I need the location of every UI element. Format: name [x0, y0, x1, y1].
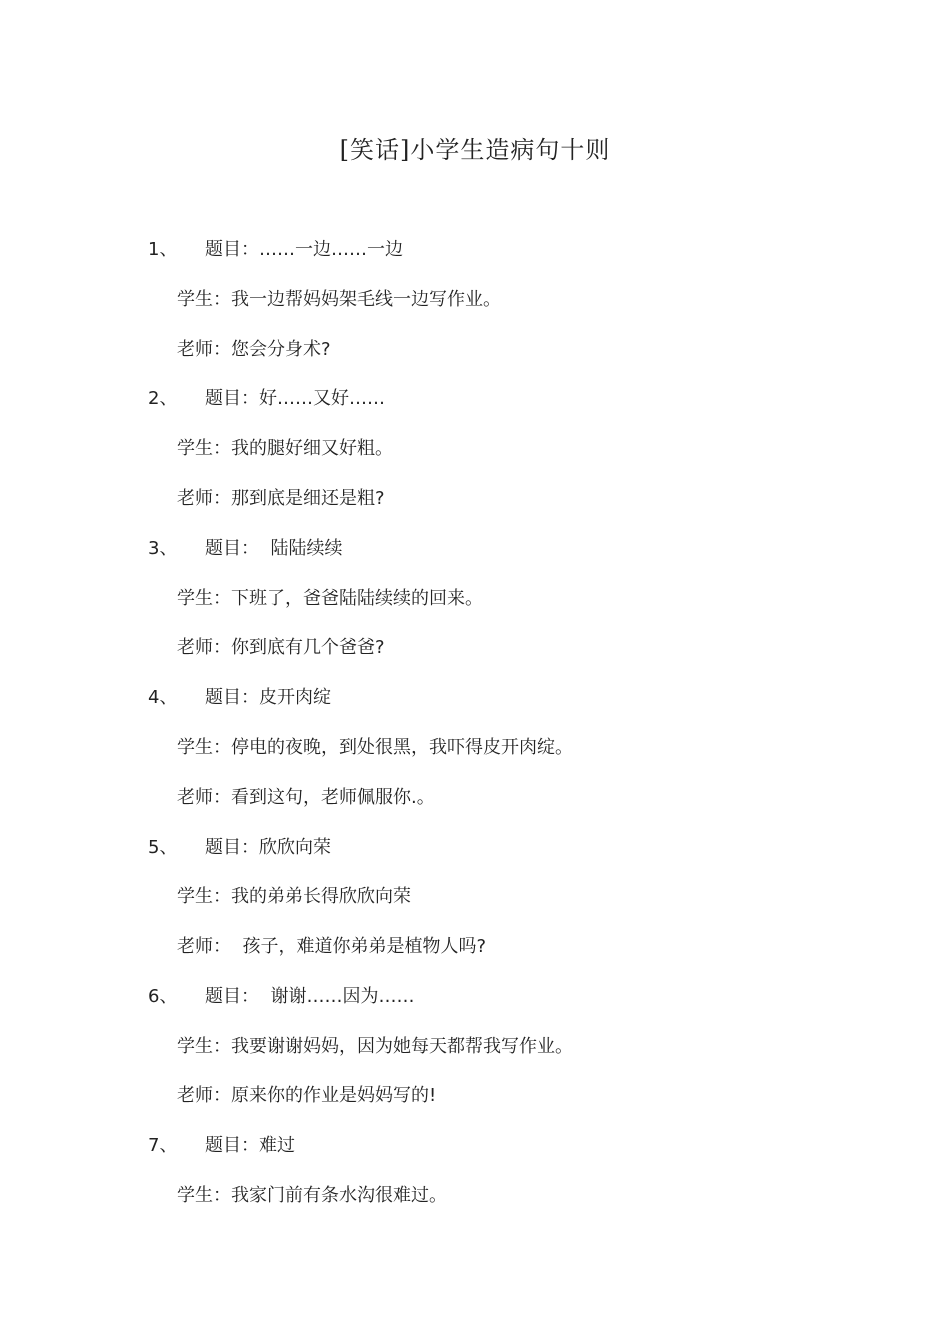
item-4-topic-line: [0, 685, 950, 711]
item-number: 4、: [148, 687, 178, 708]
item-5-teacher-line: 老师： 孩子，难道你弟弟是植物人吗?: [177, 936, 486, 957]
item-2-student-line: 学生：我的腿好细又好粗。: [177, 438, 393, 459]
item-topic: 题目： 谢谢……因为……: [205, 986, 415, 1007]
item-6-teacher-line: 老师：原来你的作业是妈妈写的!: [177, 1085, 437, 1106]
item-6-student-line: 学生：我要谢谢妈妈，因为她每天都帮我写作业。: [177, 1036, 573, 1057]
item-1-teacher-line: 老师：您会分身术?: [177, 339, 331, 360]
item-number: 6、: [148, 986, 178, 1007]
item-1-student-line: 学生：我一边帮妈妈架毛线一边写作业。: [177, 289, 501, 310]
item-6-topic-line: [0, 984, 950, 1010]
item-number: 2、: [148, 388, 178, 409]
item-number: 3、: [148, 538, 178, 559]
item-7-topic-line: [0, 1133, 950, 1159]
item-7-student-line: 学生：我家门前有条水沟很难过。: [177, 1185, 447, 1206]
item-topic: 题目：欣欣向荣: [205, 837, 331, 858]
item-4-student-line: 学生：停电的夜晚，到处很黑，我吓得皮开肉绽。: [177, 737, 573, 758]
item-3-topic-line: [0, 536, 950, 562]
item-3-student-line: 学生：下班了，爸爸陆陆续续的回来。: [177, 588, 483, 609]
item-2-teacher-line: 老师：那到底是细还是粗?: [177, 488, 385, 509]
item-number: 5、: [148, 837, 178, 858]
item-topic: 题目：……一边……一边: [205, 239, 403, 260]
item-1-topic-line: [0, 237, 950, 263]
item-3-teacher-line: 老师：你到底有几个爸爸?: [177, 637, 385, 658]
item-4-teacher-line: 老师：看到这句，老师佩服你.。: [177, 787, 435, 808]
item-number: 7、: [148, 1135, 178, 1156]
document-title: [笑话]小学生造病句十则: [339, 136, 611, 164]
item-topic: 题目：难过: [205, 1135, 295, 1156]
item-5-topic-line: [0, 835, 950, 861]
item-topic: 题目：好……又好……: [205, 388, 385, 409]
item-5-student-line: 学生：我的弟弟长得欣欣向荣: [177, 886, 411, 907]
item-topic: 题目：皮开肉绽: [205, 687, 331, 708]
item-number: 1、: [148, 239, 178, 260]
item-2-topic-line: [0, 386, 950, 412]
item-topic: 题目： 陆陆续续: [205, 538, 343, 559]
